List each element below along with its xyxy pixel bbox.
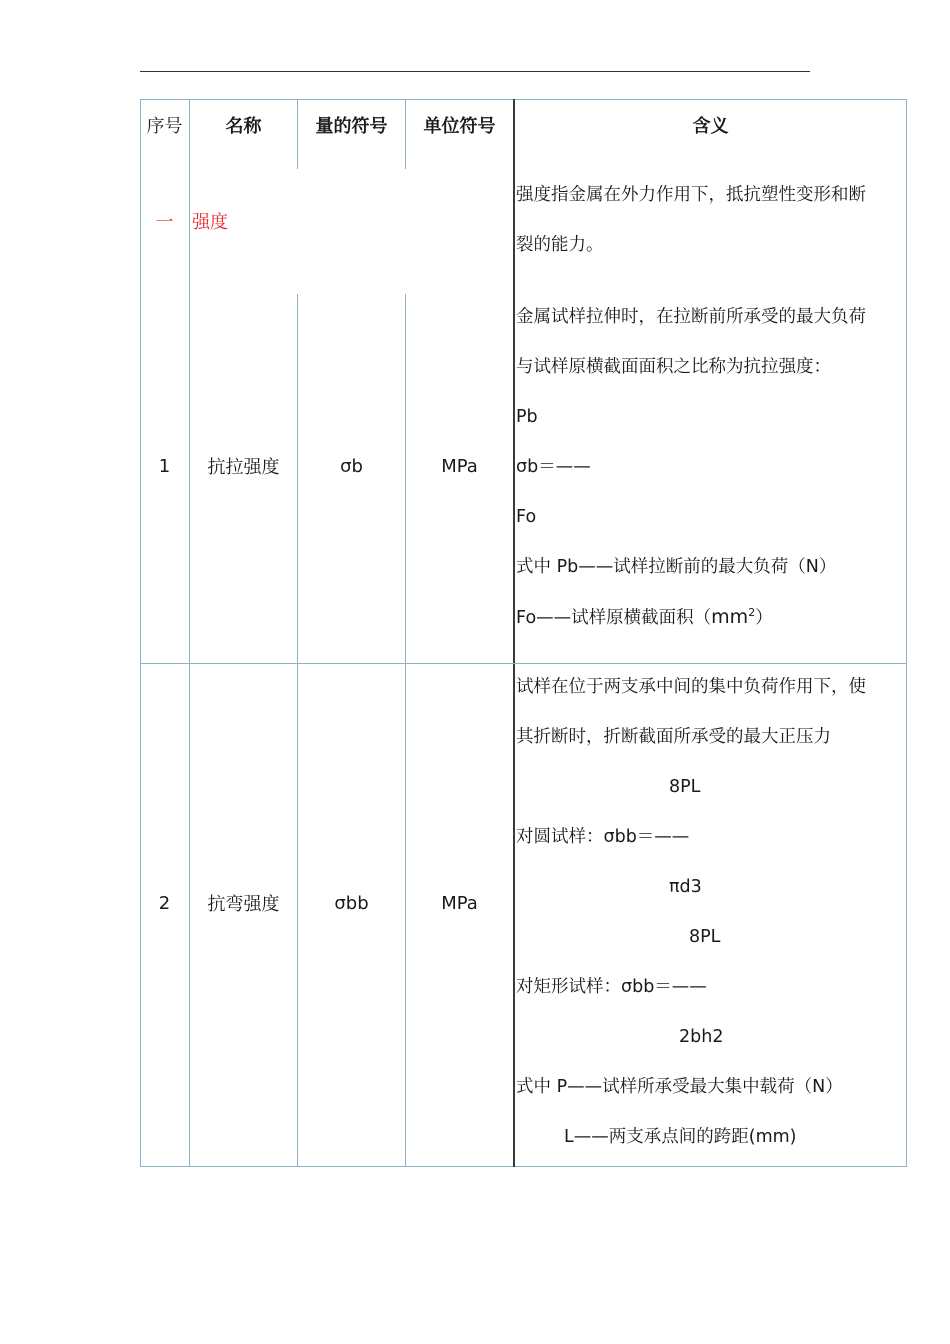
- header-unit: 单位符号: [423, 116, 496, 137]
- unit-mm: mm: [711, 606, 749, 628]
- col-divider-4: [513, 99, 515, 1167]
- row2-unit: MPa: [441, 892, 478, 914]
- meaning-line: 对圆试样：σbb＝——: [516, 827, 690, 847]
- meaning-line: [516, 592, 906, 642]
- meaning-line: L——两支承点间的跨距(mm): [564, 1127, 797, 1147]
- row2-name: 抗弯强度: [207, 894, 280, 915]
- row2-meaning: [516, 662, 906, 1162]
- meaning-line: 其折断时，折断截面所承受的最大正压力: [516, 727, 831, 747]
- table-border-bottom: [140, 1166, 907, 1167]
- header-symbol: 量的符号: [315, 116, 388, 137]
- table-border-left: [140, 99, 141, 1167]
- col-divider-3b: [405, 294, 406, 1167]
- col-divider-1: [189, 99, 190, 1167]
- row2-symbol: σbb: [334, 892, 369, 914]
- row1-unit: MPa: [441, 455, 478, 477]
- table-border-right: [906, 99, 907, 1167]
- meaning-line: 对矩形试样：σbb＝——: [516, 977, 707, 997]
- strength-table: [140, 99, 907, 1167]
- meaning-line: 金属试样拉伸时，在拉断前所承受的最大负荷: [516, 307, 866, 327]
- closing-paren: ）: [755, 608, 773, 628]
- row1-meaning: [516, 292, 906, 642]
- row1-name: 抗拉强度: [207, 457, 280, 478]
- formula-denominator: πd3: [669, 877, 702, 897]
- formula-numerator: 8PL: [669, 777, 701, 797]
- meaning-line: 式中 P——试样所承受最大集中载荷（N）: [516, 1077, 843, 1097]
- meaning-text: Fo——试样原横截面积（: [516, 608, 712, 628]
- meaning-line: 试样在位于两支承中间的集中负荷作用下，使: [516, 677, 866, 697]
- meaning-line: Fo: [516, 507, 537, 527]
- meaning-line: 式中 Pb——试样拉断前的最大负荷（N）: [516, 557, 837, 577]
- superscript-2: 2: [748, 606, 756, 620]
- section-name: 强度: [192, 212, 228, 233]
- formula-denominator: 2bh2: [679, 1027, 724, 1047]
- page-header-rule: [140, 71, 810, 72]
- section-meaning-line: 强度指金属在外力作用下，抵抗塑性变形和断: [516, 185, 866, 205]
- meaning-line: σb＝——: [516, 457, 591, 477]
- meaning-line: 与试样原横截面面积之比称为抗拉强度：: [516, 357, 831, 377]
- section-meaning-line: 裂的能力。: [516, 235, 604, 255]
- section-no: 一: [155, 212, 174, 233]
- formula-numerator: 8PL: [689, 927, 721, 947]
- header-meaning: 含义: [692, 116, 729, 137]
- header-no: 序号: [146, 116, 183, 137]
- row2-no: 2: [158, 892, 171, 914]
- row1-symbol: σb: [340, 455, 363, 477]
- header-name: 名称: [225, 116, 262, 137]
- col-divider-2b: [297, 294, 298, 1167]
- section-meaning: [516, 170, 906, 270]
- meaning-line: Pb: [516, 407, 538, 427]
- row1-no: 1: [158, 455, 171, 477]
